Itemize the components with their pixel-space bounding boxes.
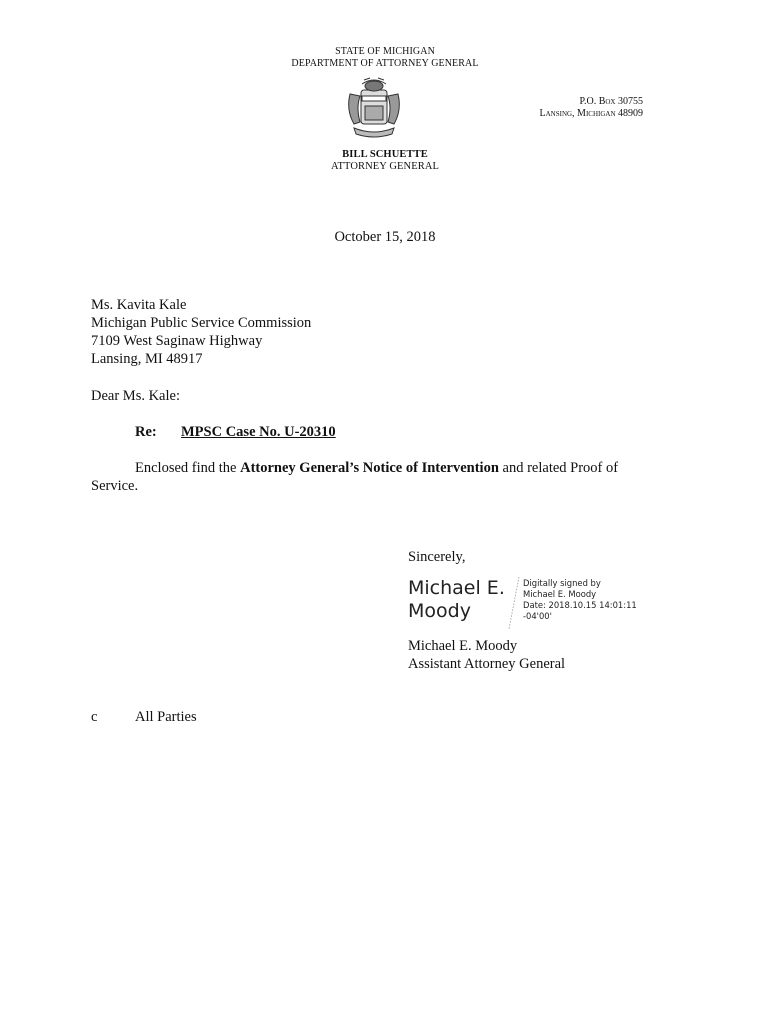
signer-name: Michael E. Moody [408, 638, 518, 654]
digital-signature-line-2: Michael E. Moody [523, 589, 597, 599]
salutation: Dear Ms. Kale: [91, 388, 180, 404]
recipient-city: Lansing, MI 48917 [91, 351, 203, 367]
digital-signature-details [523, 578, 637, 622]
signer-title: Assistant Attorney General [408, 656, 566, 672]
recipient-org: Michigan Public Service Commission [91, 315, 312, 331]
letterhead-city: Lansing, Michigan 48909 [539, 108, 643, 119]
cc-label: c [91, 709, 98, 725]
digital-signature-line-3: Date: 2018.10.15 14:01:11 [523, 600, 637, 610]
re-subject [181, 423, 336, 441]
recipient-block [91, 296, 311, 368]
signature-name [408, 577, 505, 623]
re-label: Re: [135, 424, 157, 440]
michigan-seal-icon [344, 76, 404, 144]
letterhead-state: STATE OF MICHIGAN [335, 46, 435, 57]
body-text-2: and related Proof of [498, 460, 619, 476]
recipient-name: Ms. Kavita Kale [91, 297, 187, 313]
ag-name: BILL SCHUETTE [342, 149, 428, 160]
letterhead-department: DEPARTMENT OF ATTORNEY GENERAL [291, 58, 479, 69]
signature-name-line-1: Michael E. [408, 577, 505, 599]
body-line-1 [135, 459, 618, 477]
recipient-street: 7109 West Saginaw Highway [91, 333, 263, 349]
letter-date: October 15, 2018 [334, 229, 436, 245]
letterhead-po-box: P.O. Box 30755 [579, 96, 643, 107]
closing: Sincerely, [408, 549, 466, 565]
body-line-2: Service. [91, 478, 139, 494]
body-bold-text: Attorney General’s Notice of Intervention [240, 460, 499, 476]
signature-name-line-2: Moody [408, 600, 471, 622]
cc-value: All Parties [135, 709, 197, 725]
ag-title: ATTORNEY GENERAL [330, 161, 440, 172]
digital-signature-line-1: Digitally signed by [523, 578, 601, 588]
re-subject-text: MPSC Case No. U-20310 [181, 424, 336, 440]
body-text-1: Enclosed find the [135, 460, 241, 476]
digital-signature-line-4: -04'00' [523, 611, 552, 621]
